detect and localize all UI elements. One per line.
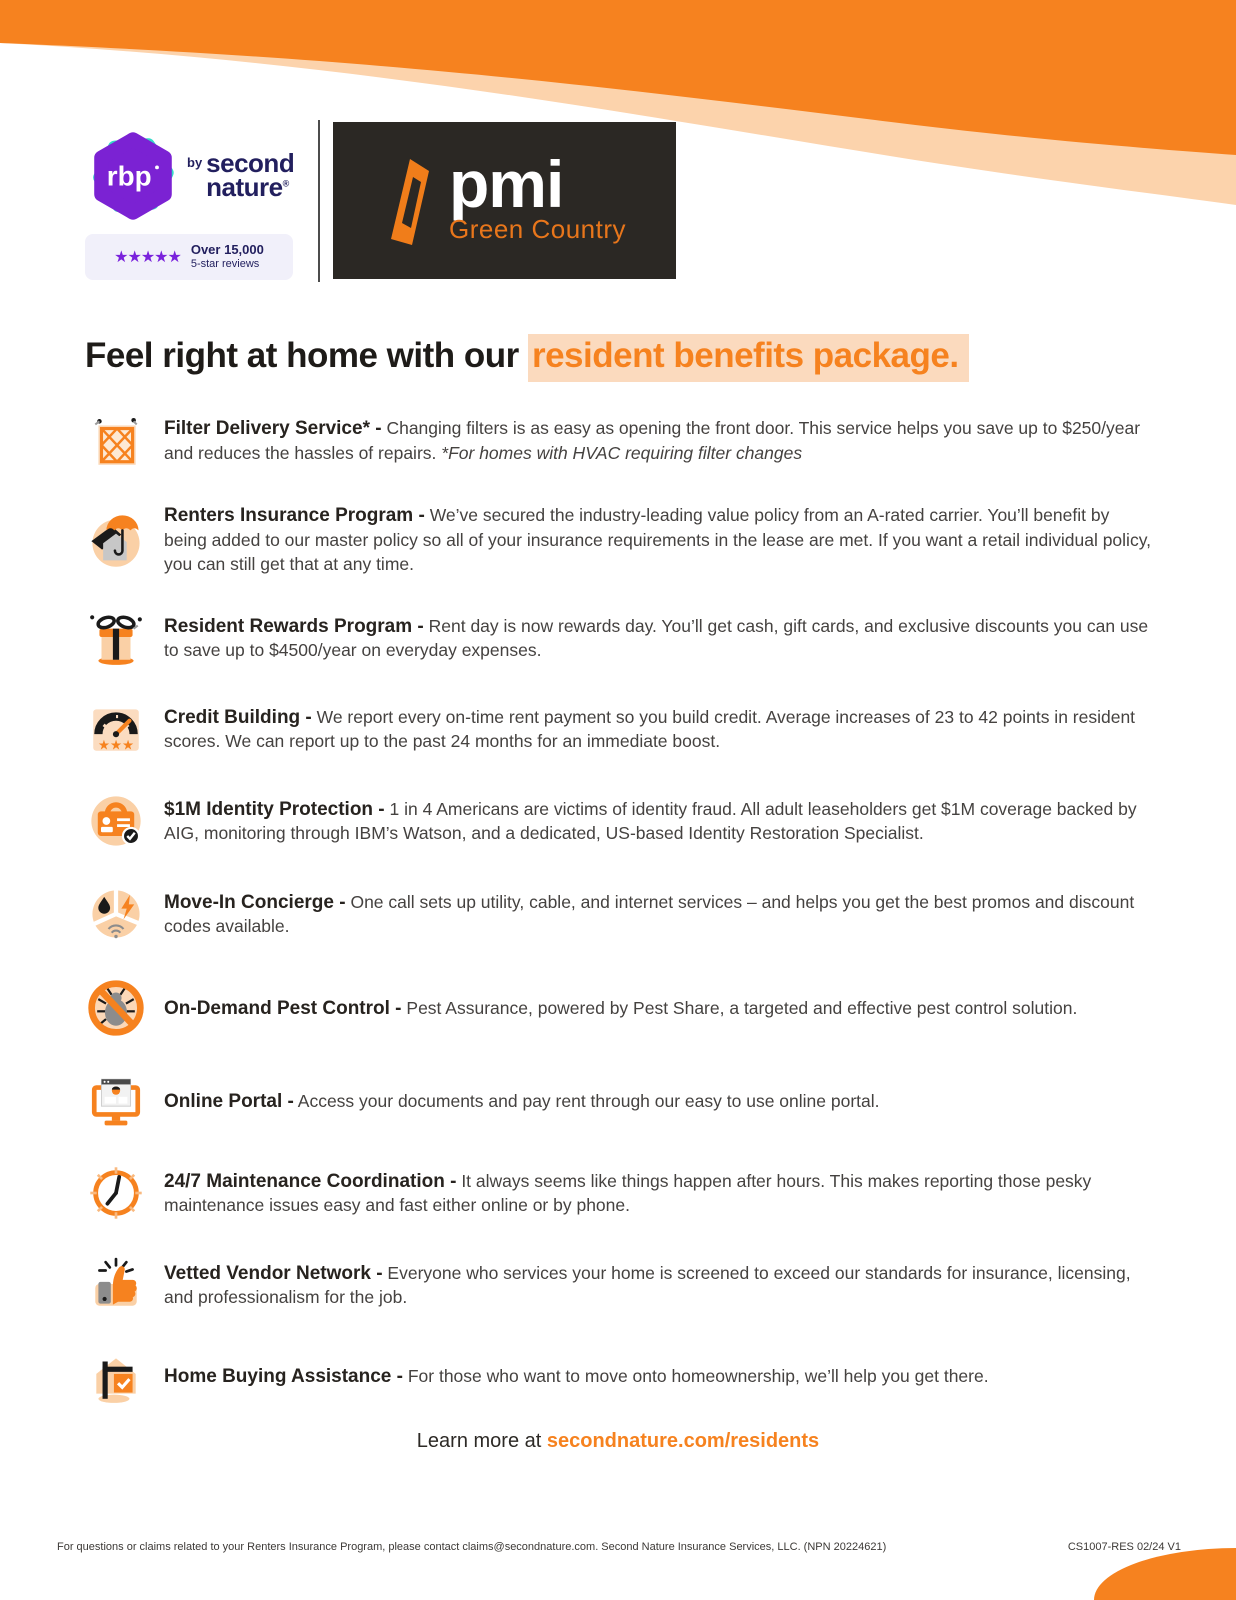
brand-line2: nature <box>206 171 283 202</box>
benefit-body: Access your documents and pay rent through our easy to use online portal. <box>297 1090 880 1111</box>
bottom-corner-wave <box>1094 1548 1236 1600</box>
benefit-heading: Filter Delivery Service* - <box>164 418 382 440</box>
list-item-filter-delivery <box>85 412 1151 470</box>
page-title <box>85 336 969 376</box>
benefit-body: 1 in 4 Americans are victims of identity fraud. All adult leaseholders get $1M coverage backed by AIG, monitoring through IBM’s Watson, and a dedicated, US-based Identity Restoration Specialist. <box>164 798 1137 844</box>
benefit-heading: Move-In Concierge - <box>164 891 346 913</box>
benefit-body: We report every on-time rent payment so you build credit. Average increases of 23 to 42 points in resident scores. We can report up to the past 24 months for an immediate boost. <box>164 706 1136 752</box>
pest-control-icon <box>85 977 147 1039</box>
rbp-logo <box>85 124 181 233</box>
benefit-heading: Vetted Vendor Network - <box>164 1262 383 1284</box>
benefit-heading: On-Demand Pest Control - <box>164 997 402 1019</box>
benefit-body: We’ve secured the industry-leading value policy from an A-rated carrier. You’ll benefit by being added to our master policy so all of your insurance requirements in the lease are met. If you want a retail individual policy, you can still get that at any time. <box>164 505 1152 574</box>
list-item-move-in-concierge <box>85 884 1151 944</box>
renters-insurance-icon <box>86 510 146 570</box>
fine-print <box>57 1541 1181 1553</box>
title-prefix: Feel right at home with our <box>85 336 528 375</box>
svg-text:rbp: rbp <box>106 160 152 192</box>
list-item-home-buying <box>85 1347 1151 1405</box>
list-item-credit-building <box>85 700 1151 758</box>
second-nature-wordmark <box>187 148 295 202</box>
pmi-logo <box>333 122 676 279</box>
maintenance-icon <box>86 1163 146 1223</box>
benefit-body: Changing filters is as easy as opening the front door. This service helps you save up to $250/year and reduces the hassles of repairs. <box>164 418 1141 464</box>
learn-more-line <box>0 1430 1236 1453</box>
benefit-heading: $1M Identity Protection - <box>164 798 385 820</box>
resident-rewards-icon <box>87 609 145 667</box>
svg-text:★★★: ★★★ <box>97 738 135 754</box>
move-in-concierge-icon <box>86 884 146 944</box>
benefit-heading: 24/7 Maintenance Coordination - <box>164 1170 457 1192</box>
list-item-vendor-network <box>85 1256 1151 1314</box>
pmi-location: Green Country <box>448 214 627 245</box>
vendor-network-icon <box>87 1256 145 1314</box>
credit-building-icon <box>87 700 145 758</box>
doc-code: CS1007-RES 02/24 V1 <box>1067 1541 1181 1553</box>
list-item-online-portal <box>85 1072 1151 1130</box>
brand-words: second nature® <box>206 148 295 202</box>
benefit-heading: Online Portal - <box>164 1090 294 1112</box>
benefit-heading: Resident Rewards Program - <box>164 615 424 637</box>
benefit-heading: Credit Building - <box>164 706 312 728</box>
reviews-label: 5-star reviews <box>190 258 260 271</box>
home-buying-icon <box>87 1347 145 1405</box>
identity-protection-icon <box>86 791 146 851</box>
claims-text: For questions or claims related to your Renters Insurance Program, please contact claims@secondnature.com. Second Nature Insurance Services, LLC. (NPN 20224621) <box>57 1541 887 1553</box>
list-item-identity-protection <box>85 791 1151 851</box>
learn-more-link[interactable]: secondnature.com/residents <box>546 1430 820 1452</box>
learn-more-prefix: Learn more at <box>416 1430 547 1452</box>
list-item-resident-rewards <box>85 609 1151 667</box>
list-item-renters-insurance <box>85 503 1151 576</box>
filter-delivery-icon <box>87 412 145 470</box>
benefit-heading: Home Buying Assistance - <box>164 1365 403 1387</box>
pmi-door-icon <box>383 151 435 251</box>
benefit-heading: Renters Insurance Program - <box>164 505 425 526</box>
brand-line1: second <box>206 148 295 178</box>
list-item-pest-control <box>85 977 1151 1039</box>
by-label: by <box>187 155 203 170</box>
logo-row <box>85 118 705 288</box>
online-portal-icon <box>87 1072 145 1130</box>
benefit-body: Everyone who services your home is screened to exceed our standards for insurance, licensing, and professionalism for the job. <box>164 1262 1131 1308</box>
benefit-note: *For homes with HVAC requiring filter changes <box>441 443 803 464</box>
benefit-body: For those who want to move onto homeownership, we’ll help you get there. <box>407 1365 989 1386</box>
logo-divider <box>318 120 320 282</box>
reviews-badge <box>85 234 293 280</box>
benefit-body: It always seems like things happen after hours. This makes reporting those pesky maintenance issues easy and fast either online or by phone. <box>164 1170 1092 1216</box>
benefits-list <box>85 412 1151 1405</box>
title-highlight: resident benefits package. <box>528 334 969 382</box>
pmi-name: pmi <box>448 146 564 221</box>
five-stars-icon: ★★★★★ <box>114 249 181 266</box>
reviews-count: Over 15,000 <box>190 242 264 258</box>
benefit-body: Pest Assurance, powered by Pest Share, a targeted and effective pest control solution. <box>406 997 1078 1018</box>
rbp-hexagon-icon <box>85 124 181 228</box>
benefit-body: Rent day is now rewards day. You’ll get cash, gift cards, and exclusive discounts you can use to save up to $4500/year on everyday expenses. <box>164 615 1149 661</box>
benefit-body: One call sets up utility, cable, and internet services – and helps you get the best promos and discount codes available. <box>164 891 1135 937</box>
list-item-maintenance <box>85 1163 1151 1223</box>
